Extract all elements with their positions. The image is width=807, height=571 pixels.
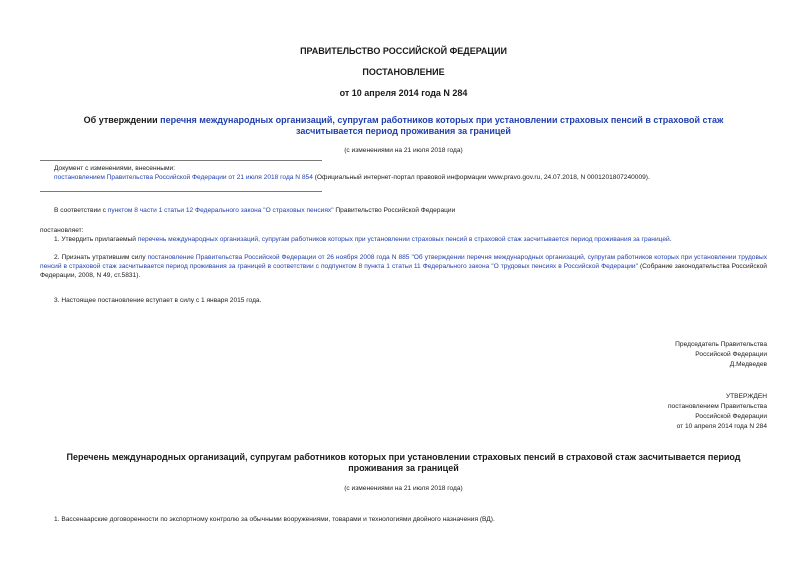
signature-name: Д.Медведев	[729, 361, 767, 368]
changes-tail: (Официальный интернет-портал правовой информации www.pravo.gov.ru, 24.07.2018, N 0001201807240009).	[312, 174, 650, 181]
approved-date-number: от 10 апреля 2014 года N 284	[676, 423, 767, 430]
item-3: 3. Настоящее постановление вступает в силу с 1 января 2015 года.	[54, 297, 262, 304]
changes-box	[54, 164, 764, 182]
item-2	[40, 253, 767, 280]
item-1-prefix: 1. Утвердить прилагаемый	[54, 236, 138, 243]
approval-block	[668, 392, 767, 432]
preamble-prefix: В соответствии с	[54, 207, 108, 214]
government-heading: ПРАВИТЕЛЬСТВО РОССИЙСКОЙ ФЕДЕРАЦИИ	[300, 46, 507, 56]
item-2-link[interactable]: постановление Правительства Российской Федерации от 26 ноября 2008 года N 885 "Об утверждении перечня международных организаций, супругам работников которых при установлении трудовых пенсий в страховой стаж засчитывается период проживания за границей в соответствии с подпунктом 8 пункта 1 статьи 11 Федерального закона "О трудовых пенсиях в Российской Федерации"	[40, 254, 768, 270]
item-1	[54, 235, 769, 244]
list-item-1: 1. Вассенаарские договоренности по экспортному контролю за обычными вооружениями, товарами и технологиями двойного назначения (ВД).	[54, 516, 495, 523]
changes-link[interactable]: постановлением Правительства Российской Федерации от 21 июля 2018 года N 854	[54, 174, 313, 181]
document-title	[50, 115, 757, 137]
changes-box-top-rule	[40, 160, 322, 161]
signature-position: Председатель Правительства	[675, 341, 767, 348]
changes-detail	[54, 173, 764, 182]
approved-country: Российской Федерации	[695, 413, 767, 420]
title-prefix: Об утверждении	[83, 115, 161, 125]
item-1-tail: .	[669, 236, 672, 243]
changes-box-bottom-rule	[40, 191, 322, 192]
resolves-label: постановляет:	[40, 227, 84, 234]
changes-intro: Документ с изменениями, внесенными:	[54, 165, 176, 172]
item-2-prefix: 2. Признать утратившим силу	[54, 254, 148, 261]
approved-by: постановлением Правительства	[667, 403, 767, 410]
title-link[interactable]: перечня международных организаций, супругам работников которых при установлении страховых пенсий в страховой стаж засчитывается период проживания за границей	[160, 115, 724, 136]
preamble-link[interactable]: пунктом 8 части 1 статьи 12 Федерального закона "О страховых пенсиях"	[107, 207, 334, 214]
list-title: Перечень международных организаций, супругам работников которых при установлении страховых пенсий в страховой стаж засчитывается период проживания за границей	[66, 452, 741, 473]
approved-label: УТВЕРЖДЕН	[725, 393, 767, 400]
document-date-number: от 10 апреля 2014 года N 284	[339, 88, 468, 98]
list-amendment-note: (с изменениями на 21 июля 2018 года)	[344, 485, 463, 492]
signature-block	[675, 340, 767, 370]
amendment-note: (с изменениями на 21 июля 2018 года)	[344, 147, 463, 154]
document-type: ПОСТАНОВЛЕНИЕ	[362, 67, 445, 77]
item-1-link[interactable]: перечень международных организаций, супругам работников которых при установлении страховых пенсий в страховой стаж засчитывается период проживания за границей	[137, 236, 670, 243]
item-2-tail: (Собрание законодательства Российской Федерации, 2008, N 49, ст.5831).	[40, 263, 767, 279]
signature-country: Российской Федерации	[695, 351, 767, 358]
preamble	[54, 206, 764, 215]
preamble-tail: Правительство Российской Федерации	[333, 207, 456, 214]
